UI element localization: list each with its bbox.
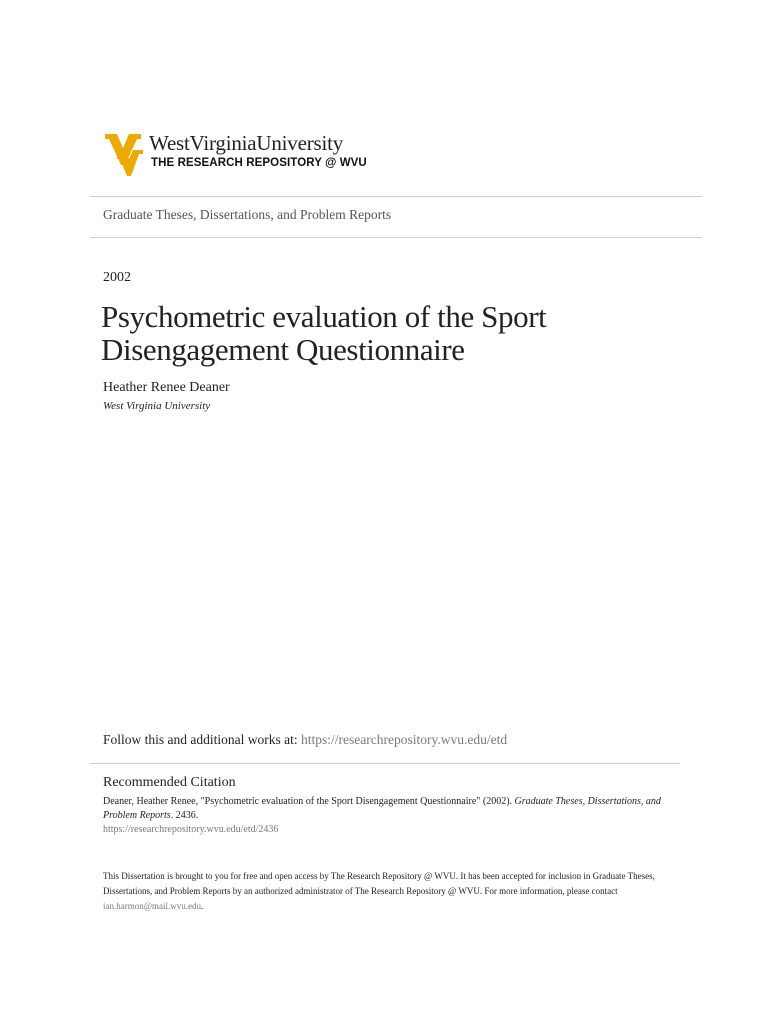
university-name: WestVirginiaUniversity — [149, 131, 344, 155]
top-divider — [90, 196, 702, 197]
wvu-logo[interactable] — [103, 131, 383, 179]
access-statement — [103, 869, 678, 914]
citation-block — [103, 795, 678, 837]
recommended-citation-heading: Recommended Citation — [103, 775, 236, 790]
author-name: Heather Renee Deaner — [103, 380, 230, 395]
citation-journal: Graduate Theses, Dissertations, and Problem Reports — [103, 796, 661, 821]
citation-text: Deaner, Heather Renee, "Psychometric evaluation of the Sport Disengagement Questionnaire" (2002). — [103, 796, 515, 807]
follow-url-link[interactable]: https://researchrepository.wvu.edu/etd — [301, 732, 508, 747]
follow-label: Follow this and additional works at: — [103, 732, 301, 747]
publication-year: 2002 — [103, 270, 131, 285]
collection-divider — [90, 237, 702, 238]
title-line-1: Psychometric evaluation of the Sport — [101, 299, 547, 334]
access-statement-text: This Dissertation is brought to you for free and open access by The Research Repository @ WVU. It has been accepted for inclusion in Graduate Theses, Dissertations, and Problem Reports by an authorized administrator of The Research Repository @ WVU. For more information, please contact — [103, 871, 655, 896]
access-statement-end: . — [201, 901, 204, 911]
contact-email-link[interactable]: ian.harmon@mail.wvu.edu — [103, 901, 202, 911]
collection-link-text[interactable]: Graduate Theses, Dissertations, and Problem Reports — [103, 207, 392, 222]
collection-link[interactable] — [103, 207, 391, 223]
document-title — [101, 300, 661, 366]
flying-wv-icon — [103, 131, 149, 177]
follow-line — [103, 732, 507, 748]
repository-name: THE RESEARCH REPOSITORY @ WVU — [151, 157, 367, 169]
citation-number: . 2436. — [170, 810, 199, 821]
author-affiliation: West Virginia University — [103, 400, 211, 412]
citation-url-link[interactable]: https://researchrepository.wvu.edu/etd/2436 — [103, 824, 279, 835]
follow-divider — [90, 763, 680, 764]
title-line-2: Disengagement Questionnaire — [101, 332, 465, 367]
